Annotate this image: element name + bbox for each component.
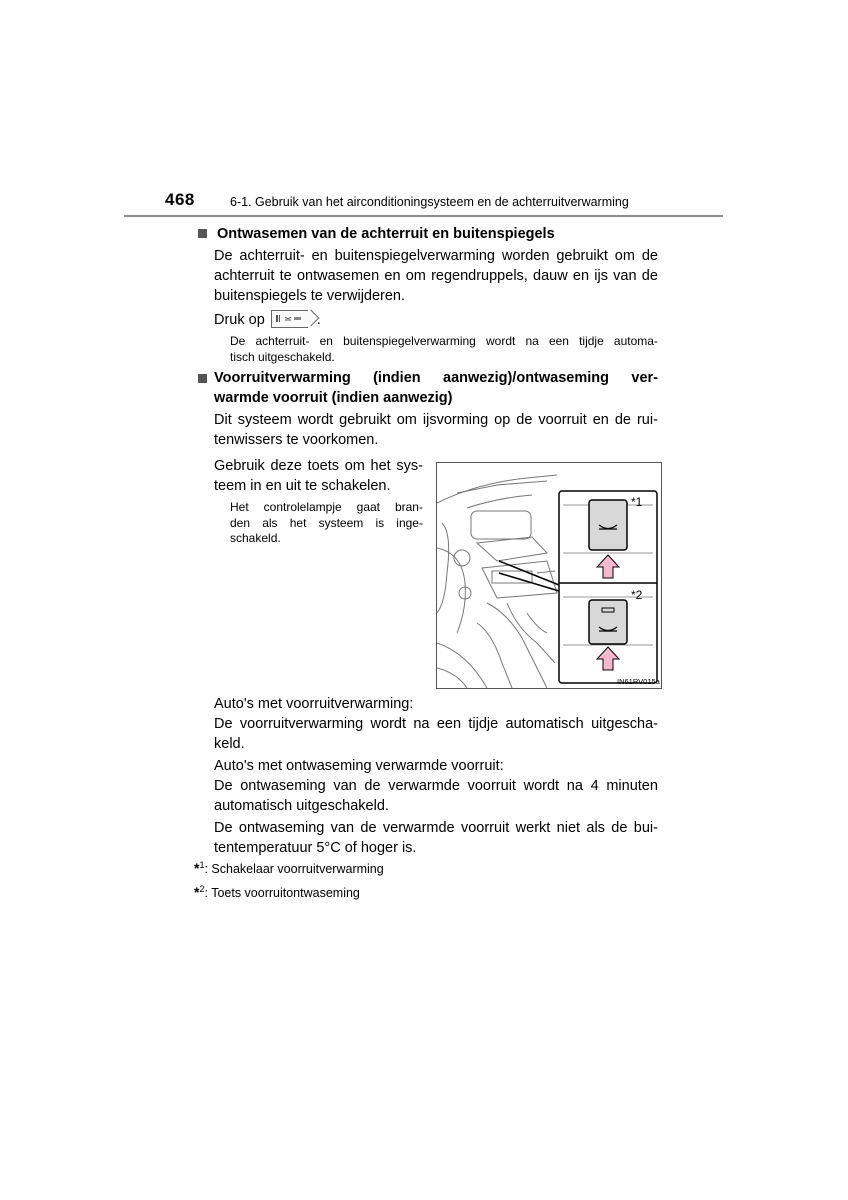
word: achterruit- [239,248,305,264]
body-line [214,714,658,734]
word: is [375,515,385,530]
word: om [396,412,417,428]
word: en [384,268,401,284]
section1-heading: Ontwasemen van de achterruit en buitenspiegels [217,226,555,242]
word: van [333,778,357,794]
word: het [289,515,307,530]
word: niet [556,820,581,836]
note-line [230,516,423,532]
figure-label-2: *2 [631,588,643,602]
bullet-square-icon [198,229,207,238]
word: de [364,778,381,794]
word: De [214,716,233,732]
word: ijs [594,268,608,284]
footnote-2 [194,884,360,900]
word: na [413,716,430,732]
indicator-note [230,500,423,547]
word: voorruitverwarming [239,716,364,732]
word: rui- [636,412,658,428]
word: ontwasemen [296,268,380,284]
word: wordt [297,412,334,428]
body-line: tentemperatuur 5°C of hoger is. [214,840,417,856]
footnote-number: 1 [199,860,205,870]
dashboard-figure [436,462,662,689]
section1-body [214,246,658,306]
dashboard-illustration [437,463,661,688]
bullet-square-icon [198,374,207,383]
figure-label-1: *1 [631,495,643,509]
body-line [214,246,658,266]
word: gebruikt [339,412,391,428]
word: na [525,334,539,348]
word: een [548,334,569,348]
para-a [214,694,658,754]
body-line: automatisch uitgeschakeld. [214,798,389,814]
heading-line2: warmde voorruit (indien aanwezig) [214,390,453,406]
heading-word: ver- [631,370,658,386]
word: gaat [356,500,380,514]
page-number: 468 [165,190,195,209]
press-instruction [214,310,321,330]
word: van [330,820,355,836]
header-rule [124,215,723,217]
para-label: Auto's met voorruitverwarming: [214,696,414,712]
body-line [214,410,658,430]
word: Het [230,500,249,514]
word: een [436,716,462,732]
word: 4 [590,778,599,794]
word: wordt [370,716,406,732]
word: buitenspiegelverwarming [334,248,495,264]
heading-line1 [214,368,658,388]
word: de [641,248,658,264]
word: het [370,458,391,474]
body-line [214,818,658,838]
usage-line [214,456,423,476]
body-line: buitenspiegels te verwijderen. [214,288,406,304]
heading-word: (indien [373,370,421,386]
body-line: keld. [214,736,245,752]
word: sys- [396,458,423,474]
body-line: tenwissers te voorkomen. [214,432,379,448]
heading-word: Voorruitverwarming [214,370,351,386]
heading-word: aanwezig)/ontwaseming [443,370,609,386]
word: de [641,268,658,284]
section1-heading-row [198,224,555,244]
word: deze [270,458,302,474]
word: systeem [318,515,364,530]
word: controlelampje [263,500,342,514]
word: uitgescha- [591,716,658,732]
note-line [230,334,658,350]
press-prefix: Druk op [214,312,265,328]
section2-heading [198,368,658,408]
word: worden [501,248,550,264]
para-c [214,818,658,858]
word: wordt [523,778,560,794]
word: achterruit- [255,334,310,348]
usage-line: teem in en uit te schakelen. [214,478,391,494]
note-line: schakeld. [230,531,281,545]
word: De [214,778,233,794]
word: achterruit [214,268,275,284]
word: en [572,268,590,284]
word: gebruikt [556,248,608,264]
word: en [319,334,333,348]
para-b [214,756,658,816]
word: verwarmde [382,820,455,836]
footnote-text: : Toets voorruitontwaseming [204,886,360,901]
word: werkt [515,820,551,836]
word: te [279,268,292,284]
figure-code: IN61RV015a [617,677,660,686]
word: om [614,248,635,264]
footnote-star: * [194,860,200,877]
word: voorruit [538,412,587,428]
word: de [516,412,533,428]
rear-defogger-button-icon [271,310,308,328]
word: de [360,820,377,836]
footnote-text: : Schakelaar voorruitverwarming [204,862,384,877]
word: en [311,248,328,264]
word: en [592,412,609,428]
word: buitenspiegelverwarming [343,334,476,348]
word: bran- [394,500,423,514]
footnote-number: 2 [199,884,205,894]
word: inge- [396,515,423,530]
word: de [611,820,628,836]
section2-body [214,410,658,450]
note-line [230,500,423,516]
word: ijsvorming [422,412,489,428]
press-suffix: . [316,312,321,328]
word: systeem [237,412,292,428]
word: bui- [633,820,658,836]
word: automa- [613,334,658,348]
word: De [230,334,246,348]
word: wordt [485,334,516,348]
word: ontwaseming [240,778,326,794]
word: tijdje [468,716,499,732]
body-line [214,266,658,286]
word: na [566,778,583,794]
word: voorruit [467,778,516,794]
word: Gebruik [214,458,265,474]
word: Dit [214,412,232,428]
usage-text [214,456,423,496]
body-line [214,776,658,796]
word: verwarmde [388,778,460,794]
section1-note [230,334,658,365]
word: om [405,268,426,284]
word: regendruppels, [431,268,528,284]
footnote-1 [194,860,384,876]
para-label: Auto's met ontwaseming verwarmde voorruit: [214,758,504,774]
word: op [494,412,511,428]
word: De [214,820,233,836]
word: automatisch [505,716,584,732]
word: tijdje [579,334,604,348]
note-line: tisch uitgeschakeld. [230,349,335,364]
word: minuten [606,778,658,794]
word: voorruit [460,820,510,836]
word: toets [307,458,340,474]
word: om [344,458,365,474]
word: De [214,248,233,264]
word: ontwaseming [238,820,325,836]
word: als [586,820,605,836]
word: als [262,515,278,530]
footnote-star: * [194,884,200,901]
word: dauw [533,268,568,284]
section-header: 6-1. Gebruik van het airconditioningsysteem en de achterruitverwarming [230,195,629,209]
word: den [230,515,251,530]
word: de [614,412,631,428]
word: van [613,268,637,284]
